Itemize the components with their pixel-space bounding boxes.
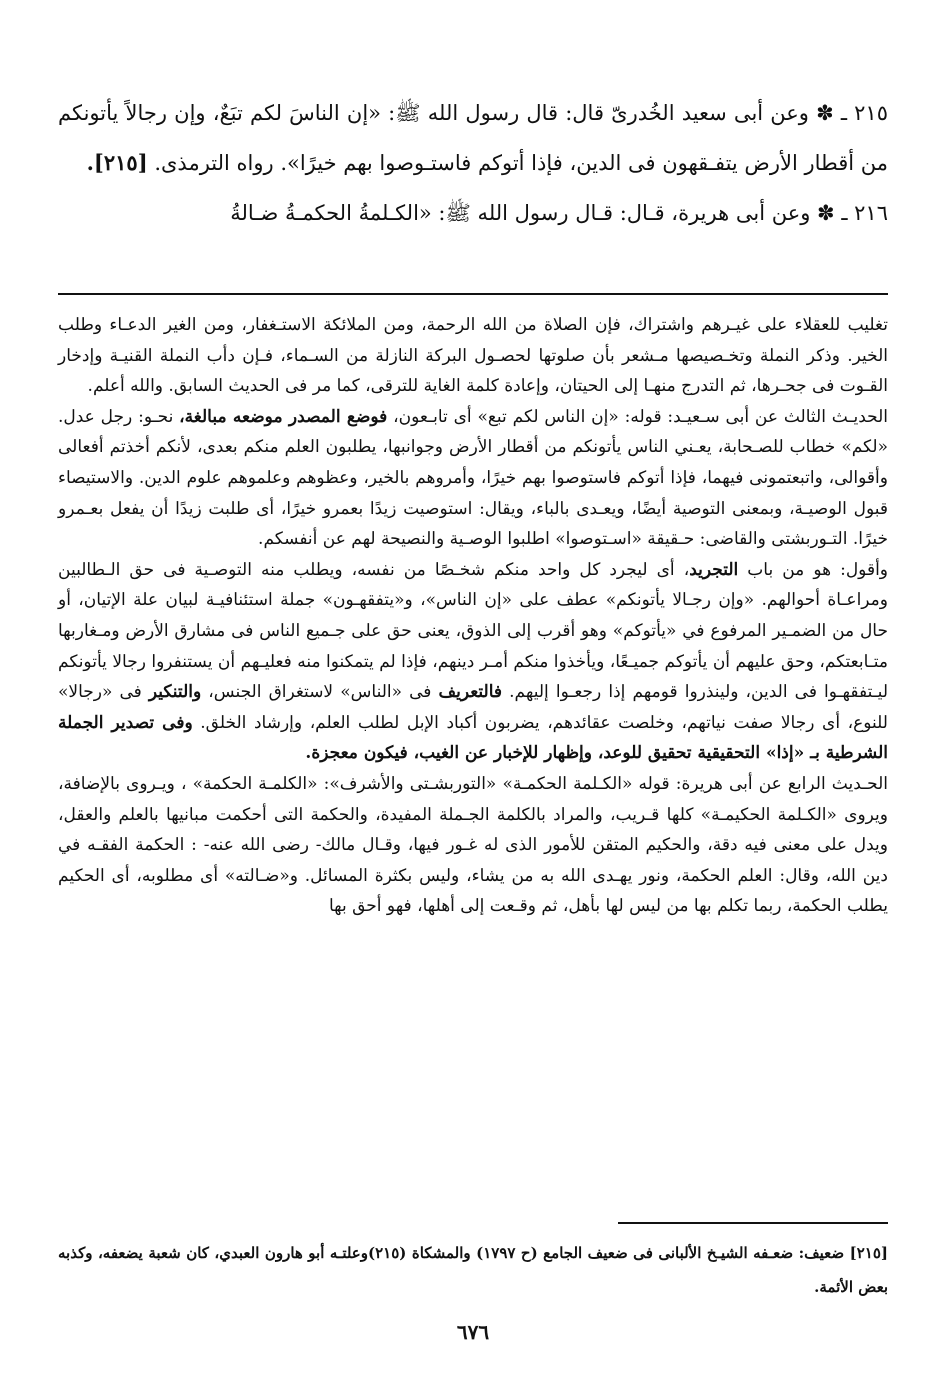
commentary-p2-text-b: نحـو: رجل عدل. «لكم» خطاب للصـحابة، يعـني الناس يأتونكم من أقطار الأرض وجوانبها، يطلبون العلم منكم بعدى، لأنكم أخذتم أفعالى وأقوالى، واتبعتمونى فيهما، فإذا أتوكم فاستوصوا بهم خيرًا، وأمروهم بالخير، وعظوهم وعلموهم علوم الدين. والاستيصاء قبول الوصيـة، وبمعنى التوصية أيضًا، ويعـدى بالباء، ويقال: استوصيت زيدًا بعمرو خيرًا، أى طلبت زيدًا أن يفعل بعـمرو خيرًا. التـوربشتى والقاضى: حـقيقة «اسـتوصوا» اطلبوا الوصـية والنصيحة لهم عن أنفسكم. — [58, 406, 888, 550]
hadith-216-text: ٢١٦ ـ ✽ وعن أبى هريرة، قـال: قـال رسول الله ﷺ: «الكـلمةُ الحكمـةُ ضـالةُ — [230, 201, 888, 225]
commentary-p3-text-a: وأقول: هو من باب — [747, 559, 889, 580]
commentary-section — [58, 310, 888, 922]
commentary-paragraph-2 — [58, 402, 888, 555]
commentary-p2-bold-1: فوضع المصدر موضعه مبالغة، — [179, 406, 388, 427]
commentary-p3-bold-2: فالتعريف — [438, 682, 503, 703]
commentary-p2-text-a: الحديـث الثالث عن أبى سـعيـد: قوله: «إن الناس لكم تبع» أى تابـعون، — [393, 406, 889, 427]
commentary-paragraph-4: الحـديث الرابع عن أبى هريرة: قوله «الكـلمة الحكمـة» «التوربشـتى والأشرف»: «الكلمـة الحكمة» ، ويـروى بالإضافة، ويروى «الكـلمة الحكيمـة» كلها قـريب، والمراد بالكلمة الجـملة المفيدة، والحكمة التى أحكمت مبانيها بالعلم والعقل، ويدل على معنى فيه دقة، والحكيم المتقن للأمور الذى له غـور فيها، وقـال مالك- رضى الله عنه- : الحكمة الفقـه في دين الله، وقال: العلم الحكمة، ونور يهـدى الله به من يشاء، وليس بكثرة المسائل. و«ضـالته» أى مطلوبه، أى الحكيم يطلب الحكمة، ربما تكلم بها من ليس لها بأهل، ثم وقـعت إلى أهلها، فهو أحق بها — [58, 773, 888, 917]
commentary-p3-text-c: فى «الناس» لاستغراق الجنس، — [208, 682, 432, 703]
commentary-p3-text-d: فى «رجالا» للنوع، أى رجالا صفت نياتهم، وخلصت عقائدهم، يضربون أكباد الإبل لطلب العلم، وإرشاد الخلق. — [58, 682, 888, 733]
commentary-p3-bold-4: وفى تصدير الجملة الشرطية بـ «إذا» التحقيقية تحقيق للوعد، وإظهار للإخبار عن الغيب، فيكون معجزة. — [58, 712, 888, 764]
text-commentary-divider — [58, 293, 888, 295]
footnote-rule — [618, 1222, 888, 1224]
commentary-paragraph-1: تغليب للعقلاء على غيـرهم واشتراك، فإن الصلاة من الله الرحمة، ومن الملائكة الاستـغفار، ومن الغير الدعـاء وطلب الخير. وذكر النملة وتخـصيصها مـشعر بأن صلوتها لحصـول البركة النازلة من السـماء، فـإن دأب النملة القنيـة وإدخار القـوت فى جحـرها، ثم التدرج منهـا إلى الحيتان، وإعادة كلمة الغاية للترقى، كما مر فى الحديث السابق. والله أعلم. — [58, 315, 888, 397]
commentary-p3-text-b: ، أى ليجرد كل واحد منكم شخـصًا من نفسه، ويطلب منه التوصـية فى حق الـطالبين ومراعـاة أحوالهم. «وإن رجـالا يأتونكم» عطف على «إن الناس»، و«يتفقهـون» جملة استئنافيـة لبيان علة الإتيان، أو حال من الضمـير المرفوع في «يأتوكم» وهو أقرب إلى الذوق، يعنى حق على جـميع الناس فى مشارق الأرض ومـغاربها متـابعتكم، وحق عليهم أن يأتوكم جميـعًا، ويأخذوا منكم أمـر دينهم، فإذا لم يتمكنوا منه فعليـهم أن يستنفروا رجالا يأتونكم ليـتفقهـوا فى الدين، ولينذروا قومهم إذا رجعـوا إليهم. — [58, 559, 888, 703]
hadith-215-reference: [٢١٥]. — [86, 150, 148, 175]
commentary-paragraph-3 — [58, 555, 888, 769]
footnote-215: [٢١٥] ضعيف: ضعـفه الشيـخ الألبانى فى ضعيف الجامع (ح ١٧٩٧) والمشكاة (٢١٥)وعلتـه أبو هارون العبدي، كان شعبة يضعفه، وكذبه بعض الأئمة. — [58, 1244, 889, 1296]
hadith-216 — [58, 188, 888, 238]
commentary-p3-bold-1: التجريد — [689, 559, 739, 580]
page-number: ٦٧٦ — [456, 1320, 490, 1344]
commentary-p3-bold-3: والتنكير — [148, 682, 202, 703]
book-page — [58, 88, 888, 1358]
hadith-215 — [58, 88, 888, 188]
hadith-215-text: ٢١٥ ـ ✽ وعن أبى سعيد الخُدرىّ قال: قال رسول الله ﷺ: «إن الناسَ لكم تبَعٌ، وإن رجالاً يأتونكم من أقطار الأرض يتفـقهون فى الدين، فإذا أتوكم فاستـوصوا بهم خيرًا». رواه الترمذى. — [58, 101, 888, 175]
